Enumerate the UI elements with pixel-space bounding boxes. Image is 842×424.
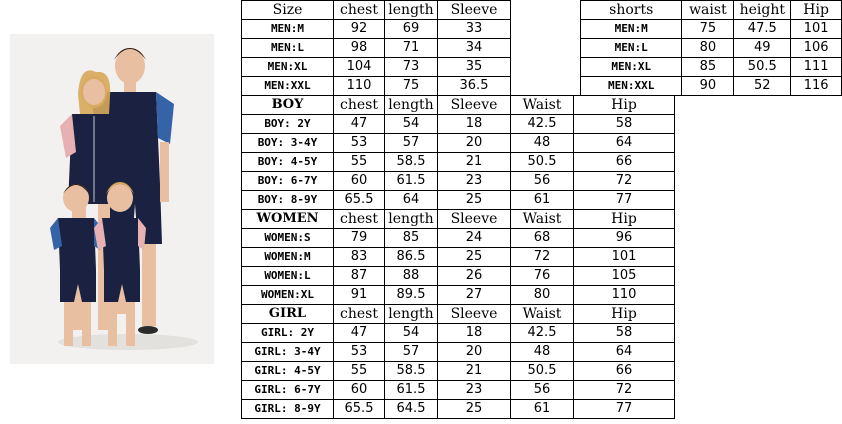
value-cell: 50.5	[511, 153, 574, 172]
size-label-cell: BOY: 2Y	[242, 115, 334, 134]
women-header-row	[242, 210, 675, 229]
table-row	[242, 248, 675, 267]
value-cell: 48	[511, 134, 574, 153]
size-label-cell: BOY: 6-7Y	[242, 172, 334, 191]
empty-cell	[511, 1, 574, 20]
value-cell: 53	[334, 134, 385, 153]
header-cell: length	[385, 1, 438, 20]
empty-cell	[511, 39, 574, 58]
value-cell: 58.5	[385, 153, 438, 172]
header-cell: Sleeve	[438, 305, 511, 324]
value-cell: 85	[385, 229, 438, 248]
value-cell: 69	[385, 20, 438, 39]
value-cell: 64	[574, 343, 675, 362]
table-row	[242, 134, 675, 153]
header-cell: chest	[334, 305, 385, 324]
value-cell: 68	[511, 229, 574, 248]
size-label-cell: BOY: 3-4Y	[242, 134, 334, 153]
value-cell: 61	[511, 400, 574, 419]
header-cell: length	[385, 305, 438, 324]
value-cell: 25	[438, 248, 511, 267]
value-cell: 25	[438, 400, 511, 419]
value-cell: 91	[334, 286, 385, 305]
value-cell: 55	[334, 153, 385, 172]
header-cell: length	[385, 210, 438, 229]
header-cell: Waist	[511, 96, 574, 115]
value-cell: 110	[574, 286, 675, 305]
value-cell: 33	[438, 20, 511, 39]
value-cell: 64	[385, 191, 438, 210]
value-cell: 58	[574, 115, 675, 134]
header-cell: Waist	[511, 305, 574, 324]
value-cell: 101	[791, 20, 842, 39]
value-cell: 64	[574, 134, 675, 153]
size-label-cell: MEN:L	[242, 39, 334, 58]
header-cell: Hip	[574, 305, 675, 324]
value-cell: 58.5	[385, 362, 438, 381]
section-header-cell: BOY	[242, 96, 334, 115]
table-row	[581, 77, 842, 96]
header-cell: height	[734, 1, 791, 20]
value-cell: 61.5	[385, 172, 438, 191]
table-row	[242, 381, 675, 400]
value-cell: 21	[438, 362, 511, 381]
empty-cell	[511, 20, 574, 39]
table-row	[242, 324, 675, 343]
value-cell: 60	[334, 172, 385, 191]
shorts-header-cell: shorts	[581, 1, 682, 20]
table-row	[242, 343, 675, 362]
value-cell: 75	[385, 77, 438, 96]
boy-header-row	[242, 96, 675, 115]
value-cell: 57	[385, 134, 438, 153]
value-cell: 50.5	[734, 58, 791, 77]
value-cell: 65.5	[334, 400, 385, 419]
value-cell: 47.5	[734, 20, 791, 39]
value-cell: 96	[574, 229, 675, 248]
value-cell: 77	[574, 191, 675, 210]
size-label-cell: GIRL: 2Y	[242, 324, 334, 343]
girl-header-row	[242, 305, 675, 324]
size-label-cell: GIRL: 6-7Y	[242, 381, 334, 400]
value-cell: 90	[682, 77, 734, 96]
value-cell: 36.5	[438, 77, 511, 96]
value-cell: 60	[334, 381, 385, 400]
empty-cell	[511, 77, 574, 96]
value-cell: 55	[334, 362, 385, 381]
value-cell: 72	[574, 172, 675, 191]
header-cell: Hip	[574, 210, 675, 229]
value-cell: 75	[682, 20, 734, 39]
value-cell: 56	[511, 172, 574, 191]
value-cell: 27	[438, 286, 511, 305]
table-row	[242, 267, 675, 286]
section-header-cell: WOMEN	[242, 210, 334, 229]
value-cell: 47	[334, 115, 385, 134]
table-row	[242, 229, 675, 248]
value-cell: 53	[334, 343, 385, 362]
value-cell: 54	[385, 115, 438, 134]
table-row	[242, 115, 675, 134]
family-swimwear-photo	[10, 34, 214, 364]
value-cell: 116	[791, 77, 842, 96]
value-cell: 65.5	[334, 191, 385, 210]
value-cell: 61.5	[385, 381, 438, 400]
value-cell: 85	[682, 58, 734, 77]
size-label-cell: MEN:XL	[581, 58, 682, 77]
value-cell: 24	[438, 229, 511, 248]
value-cell: 89.5	[385, 286, 438, 305]
value-cell: 106	[791, 39, 842, 58]
table-row	[242, 153, 675, 172]
size-label-cell: WOMEN:M	[242, 248, 334, 267]
table-row	[581, 20, 842, 39]
value-cell: 34	[438, 39, 511, 58]
value-cell: 52	[734, 77, 791, 96]
value-cell: 21	[438, 153, 511, 172]
value-cell: 104	[334, 58, 385, 77]
value-cell: 18	[438, 115, 511, 134]
value-cell: 49	[734, 39, 791, 58]
shorts-size-table	[580, 0, 842, 96]
value-cell: 76	[511, 267, 574, 286]
value-cell: 23	[438, 381, 511, 400]
value-cell: 42.5	[511, 324, 574, 343]
size-label-cell: MEN:L	[581, 39, 682, 58]
value-cell: 72	[574, 381, 675, 400]
size-label-cell: WOMEN:S	[242, 229, 334, 248]
header-cell: Sleeve	[438, 96, 511, 115]
size-label-cell: GIRL: 3-4Y	[242, 343, 334, 362]
value-cell: 110	[334, 77, 385, 96]
table-row	[242, 286, 675, 305]
value-cell: 18	[438, 324, 511, 343]
size-label-cell: MEN:M	[581, 20, 682, 39]
size-label-cell: MEN:XL	[242, 58, 334, 77]
table-row	[242, 172, 675, 191]
value-cell: 42.5	[511, 115, 574, 134]
value-cell: 80	[511, 286, 574, 305]
size-header-cell: Size	[242, 1, 334, 20]
value-cell: 98	[334, 39, 385, 58]
header-cell: Waist	[511, 210, 574, 229]
value-cell: 77	[574, 400, 675, 419]
value-cell: 61	[511, 191, 574, 210]
value-cell: 80	[682, 39, 734, 58]
value-cell: 66	[574, 362, 675, 381]
header-cell: chest	[334, 96, 385, 115]
value-cell: 20	[438, 343, 511, 362]
value-cell: 71	[385, 39, 438, 58]
value-cell: 92	[334, 20, 385, 39]
value-cell: 83	[334, 248, 385, 267]
header-cell: Sleeve	[438, 1, 511, 20]
size-label-cell: MEN:M	[242, 20, 334, 39]
value-cell: 48	[511, 343, 574, 362]
value-cell: 66	[574, 153, 675, 172]
value-cell: 88	[385, 267, 438, 286]
header-cell: Hip	[791, 1, 842, 20]
value-cell: 58	[574, 324, 675, 343]
header-cell: waist	[682, 1, 734, 20]
value-cell: 79	[334, 229, 385, 248]
header-cell: chest	[334, 1, 385, 20]
size-label-cell: WOMEN:L	[242, 267, 334, 286]
value-cell: 72	[511, 248, 574, 267]
value-cell: 50.5	[511, 362, 574, 381]
header-cell: Hip	[574, 96, 675, 115]
value-cell: 26	[438, 267, 511, 286]
header-cell: Sleeve	[438, 210, 511, 229]
table-row	[581, 58, 842, 77]
value-cell: 111	[791, 58, 842, 77]
header-cell: length	[385, 96, 438, 115]
value-cell: 23	[438, 172, 511, 191]
size-label-cell: GIRL: 8-9Y	[242, 400, 334, 419]
size-label-cell: BOY: 8-9Y	[242, 191, 334, 210]
value-cell: 47	[334, 324, 385, 343]
value-cell: 57	[385, 343, 438, 362]
size-label-cell: GIRL: 4-5Y	[242, 362, 334, 381]
table-row	[242, 400, 675, 419]
table-row	[242, 191, 675, 210]
value-cell: 101	[574, 248, 675, 267]
value-cell: 64.5	[385, 400, 438, 419]
value-cell: 86.5	[385, 248, 438, 267]
table-row	[581, 39, 842, 58]
value-cell: 35	[438, 58, 511, 77]
empty-cell	[511, 58, 574, 77]
size-label-cell: BOY: 4-5Y	[242, 153, 334, 172]
section-header-cell: GIRL	[242, 305, 334, 324]
shorts-header-row	[581, 1, 842, 20]
size-label-cell: MEN:XXL	[242, 77, 334, 96]
value-cell: 20	[438, 134, 511, 153]
size-label-cell: WOMEN:XL	[242, 286, 334, 305]
header-cell: chest	[334, 210, 385, 229]
value-cell: 25	[438, 191, 511, 210]
value-cell: 87	[334, 267, 385, 286]
value-cell: 73	[385, 58, 438, 77]
value-cell: 105	[574, 267, 675, 286]
table-row	[242, 362, 675, 381]
value-cell: 54	[385, 324, 438, 343]
size-label-cell: MEN:XXL	[581, 77, 682, 96]
value-cell: 56	[511, 381, 574, 400]
